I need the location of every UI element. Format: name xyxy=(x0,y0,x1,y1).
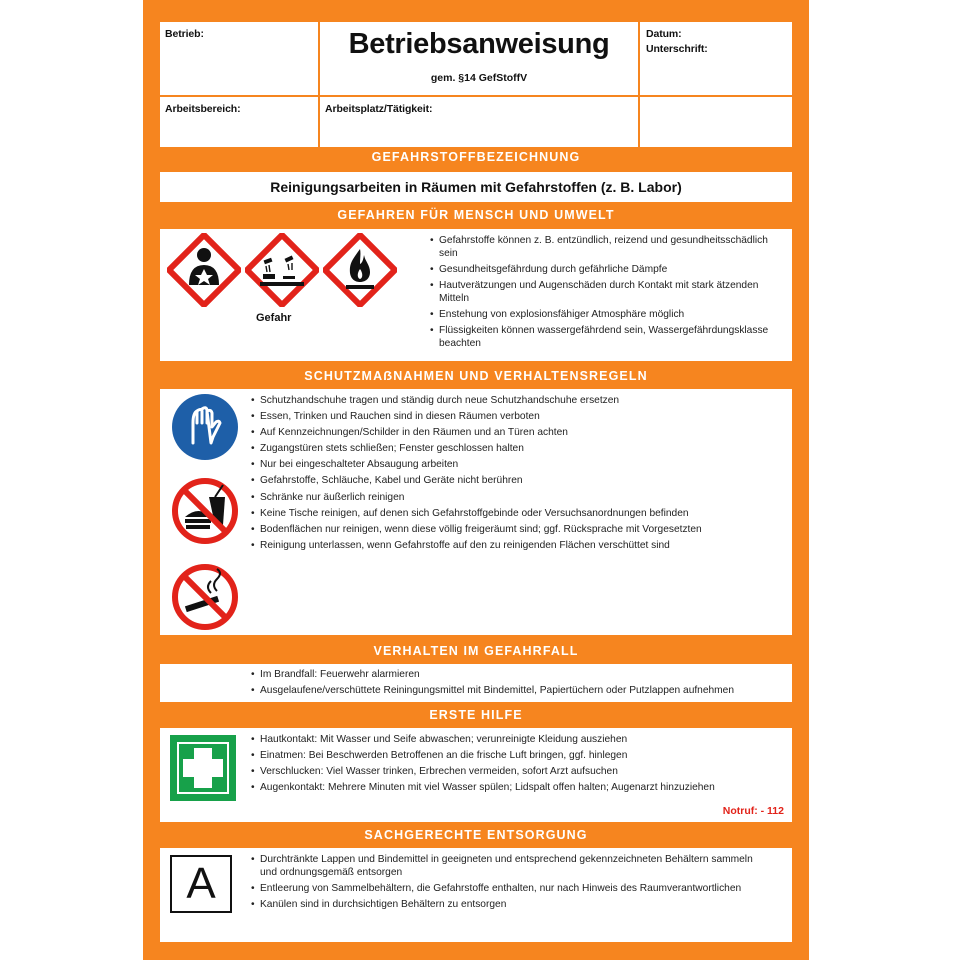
list-item: • Kanülen sind in durchsichtigen Behältern zu entsorgen xyxy=(251,898,771,911)
first-aid-box xyxy=(160,728,792,822)
corrosive-icon xyxy=(245,233,319,307)
first-aid-icon xyxy=(170,735,236,801)
list-item: • Durchtränkte Lappen und Bindemittel in geeigneten und entsprechend gekennzeichneten Behältern sammeln und ordnungsgemäß entsorgen xyxy=(251,853,771,879)
disposal-letter-icon xyxy=(170,855,232,913)
signal-word: Gefahr xyxy=(256,312,292,324)
list-item: • Hautverätzungen und Augenschäden durch Kontakt mit stark ätzenden Mitteln xyxy=(430,279,775,305)
list-item: • Augenkontakt: Mehrere Minuten mit viel Wasser spülen; Lidspalt offen halten; Augenarzt hinzuziehen xyxy=(251,781,786,794)
substance-name: Reinigungsarbeiten in Räumen mit Gefahrstoffen (z. B. Labor) xyxy=(270,179,682,195)
list-item: • Keine Tische reinigen, auf denen sich Gefahrstoffgebinde oder Versuchsanordnungen befinden xyxy=(251,507,786,520)
hazards-box xyxy=(160,229,792,361)
list-item: • Ausgelaufene/verschüttete Reiningungsmittel mit Bindemittel, Papiertüchern oder Putzlappen aufnehmen xyxy=(251,684,791,697)
no-eating-drinking-icon xyxy=(171,477,239,545)
disposal-list xyxy=(251,853,771,914)
list-item: • Entleerung von Sammelbehältern, die Gefahrstoffe enthalten, nur nach Hinweis des Raumverantwortlichen xyxy=(251,882,771,895)
list-item: • Verschlucken: Viel Wasser trinken, Erbrechen vermeiden, sofort Arzt aufsuchen xyxy=(251,765,786,778)
first-aid-list xyxy=(251,733,786,797)
substance-box xyxy=(160,172,792,202)
list-item: • Essen, Trinken und Rauchen sind in diesen Räumen verboten xyxy=(251,410,786,423)
list-item: • Im Brandfall: Feuerwehr alarmieren xyxy=(251,668,791,681)
datum-label: Datum: xyxy=(646,28,682,40)
betrieb-label: Betrieb: xyxy=(165,28,204,40)
list-item: • Schutzhandschuhe tragen und ständig durch neue Schutzhandschuhe ersetzen xyxy=(251,394,786,407)
datum-unterschrift-field[interactable] xyxy=(640,22,792,95)
list-item: • Reinigung unterlassen, wenn Gefahrstoffe auf den zu reinigenden Flächen verschüttet sind xyxy=(251,539,786,552)
emergency-number: Notruf: - 112 xyxy=(722,805,784,817)
section-heading-gefahrstoff: GEFAHRSTOFFBEZEICHNUNG xyxy=(371,150,581,164)
disposal-letter: A xyxy=(186,859,216,908)
hazards-list xyxy=(430,234,775,353)
section-heading-gefahrfall: VERHALTEN IM GEFAHRFALL xyxy=(373,644,579,658)
instruction-sheet xyxy=(143,0,809,960)
section-heading-erste-hilfe: ERSTE HILFE xyxy=(429,708,523,722)
list-item: • Enstehung von explosionsfähiger Atmosphäre möglich xyxy=(430,308,775,321)
unterschrift-label: Unterschrift: xyxy=(646,43,708,55)
arbeitsbereich-field[interactable] xyxy=(160,97,318,147)
arbeitsplatz-label: Arbeitsplatz/Tätigkeit: xyxy=(325,103,433,115)
flammable-icon xyxy=(323,233,397,307)
health-hazard-icon xyxy=(167,233,241,307)
protection-list xyxy=(251,394,786,555)
section-heading-entsorgung: SACHGERECHTE ENTSORGUNG xyxy=(364,828,588,842)
list-item: • Zugangstüren stets schließen; Fenster geschlossen halten xyxy=(251,442,786,455)
emergency-box xyxy=(160,664,792,702)
arbeitsbereich-label: Arbeitsbereich: xyxy=(165,103,241,115)
list-item: • Hautkontakt: Mit Wasser und Seife abwaschen; verunreinigte Kleidung ausziehen xyxy=(251,733,786,746)
protection-box xyxy=(160,389,792,635)
list-item: • Einatmen: Bei Beschwerden Betroffenen an die frische Luft bringen, ggf. hinlegen xyxy=(251,749,786,762)
list-item: • Gefahrstoffe, Schläuche, Kabel und Geräte nicht berühren xyxy=(251,474,786,487)
list-item: • Gesundheitsgefährdung durch gefährliche Dämpfe xyxy=(430,263,775,276)
no-smoking-icon xyxy=(171,563,239,631)
header-empty-field[interactable] xyxy=(640,97,792,147)
section-heading-gefahren: GEFAHREN FÜR MENSCH UND UMWELT xyxy=(337,208,615,222)
page-title: Betriebsanweisung xyxy=(348,28,610,60)
list-item: • Flüssigkeiten können wassergefährdend sein, Wassergefährdungsklasse beachten xyxy=(430,324,775,350)
list-item: • Nur bei eingeschalteter Absaugung arbeiten xyxy=(251,458,786,471)
section-heading-schutz: SCHUTZMAẞNAHMEN UND VERHALTENSREGELN xyxy=(304,369,648,383)
page-subtitle: gem. §14 GefStoffV xyxy=(430,72,528,84)
gloves-mandatory-icon xyxy=(171,393,239,461)
list-item: • Gefahrstoffe können z. B. entzündlich, reizend und gesundheitsschädlich sein xyxy=(430,234,775,260)
emergency-list xyxy=(251,668,791,700)
list-item: • Auf Kennzeichnungen/Schilder in den Räumen und an Türen achten xyxy=(251,426,786,439)
list-item: • Schränke nur äußerlich reinigen xyxy=(251,491,786,504)
title-box xyxy=(320,22,638,95)
disposal-box xyxy=(160,848,792,942)
list-item: • Bodenflächen nur reinigen, wenn diese völlig freigeräumt sind; ggf. Rücksprache mit Vorgesetzten xyxy=(251,523,786,536)
betrieb-field[interactable] xyxy=(160,22,318,95)
arbeitsplatz-field[interactable] xyxy=(320,97,638,147)
